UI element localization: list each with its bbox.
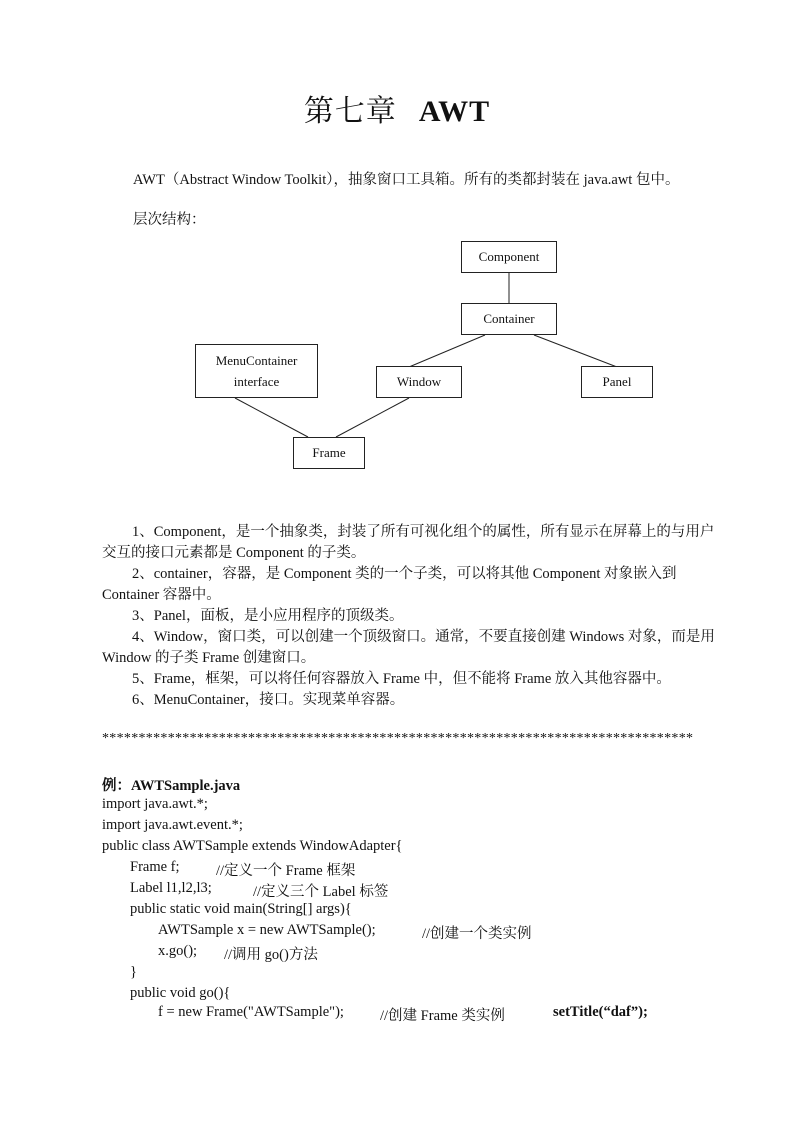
- code-line: Frame f;: [130, 859, 180, 875]
- chapter-label: 第七章: [303, 95, 397, 128]
- code-line: x.go();: [158, 943, 198, 959]
- code-comment: //创建 Frame 类实例: [380, 1008, 505, 1024]
- code-line: public static void main(String[] args){: [130, 901, 352, 917]
- code-comment: //创建一个类实例: [422, 926, 532, 942]
- list-item: 3、Panel，面板，是小应用程序的顶级类。: [132, 608, 404, 624]
- code-line: import java.awt.*;: [102, 796, 208, 812]
- list-item: 1、Component，是一个抽象类，封装了所有可视化组个的属性，所有显示在屏幕上的与用户交互的接口元素都是 Component 的子类。: [102, 524, 715, 561]
- code-line: AWTSample x = new AWTSample();: [158, 922, 376, 938]
- example-label: 例：: [102, 778, 131, 794]
- code-line: public void go(){: [130, 985, 231, 1001]
- menucontainer-box: [195, 344, 318, 398]
- code-highlight: setTitle(“daf”);: [553, 1004, 648, 1020]
- list-item: 4、Window，窗口类，可以创建一个顶级窗口。通常，不要直接创建 Windows 对象，而是用 Window 的子类 Frame 创建窗口。: [102, 629, 715, 666]
- example-filename: AWTSample.java: [131, 778, 241, 794]
- menucontainer-name: MenuContainer: [215, 353, 298, 368]
- list-item: 5、Frame，框架，可以将任何容器放入 Frame 中，但不能将 Frame 放入其他容器中。: [132, 671, 671, 687]
- component-box: Component: [461, 241, 557, 273]
- hierarchy-label: 层次结构：: [133, 212, 206, 228]
- intro-paragraph: AWT（Abstract Window Toolkit），抽象窗口工具箱。所有的类都封装在 java.awt 包中。: [133, 172, 680, 188]
- code-comment: //调用 go()方法: [224, 947, 318, 963]
- code-comment: //定义一个 Frame 框架: [216, 863, 356, 879]
- code-line: public class AWTSample extends WindowAdapter{: [102, 838, 403, 854]
- code-comment: //定义三个 Label 标签: [253, 884, 389, 900]
- menucontainer-type: interface: [233, 374, 280, 389]
- code-line: import java.awt.event.*;: [102, 817, 243, 833]
- example-heading: [102, 774, 240, 795]
- code-line: }: [130, 964, 137, 980]
- panel-box: Panel: [581, 366, 653, 398]
- window-box: Window: [376, 366, 462, 398]
- chapter-topic: AWT: [418, 95, 491, 128]
- code-line: f = new Frame("AWTSample");: [158, 1004, 344, 1020]
- list-item: 2、container，容器，是 Component 类的一个子类，可以将其他 Component 对象嵌入到 Container 容器中。: [102, 566, 677, 603]
- list-item: 6、MenuContainer，接口。实现菜单容器。: [132, 692, 405, 708]
- frame-box: Frame: [293, 437, 365, 469]
- container-box: Container: [461, 303, 557, 335]
- separator-line: *********************************************************************************: [102, 731, 694, 746]
- code-line: Label l1,l2,l3;: [130, 880, 212, 896]
